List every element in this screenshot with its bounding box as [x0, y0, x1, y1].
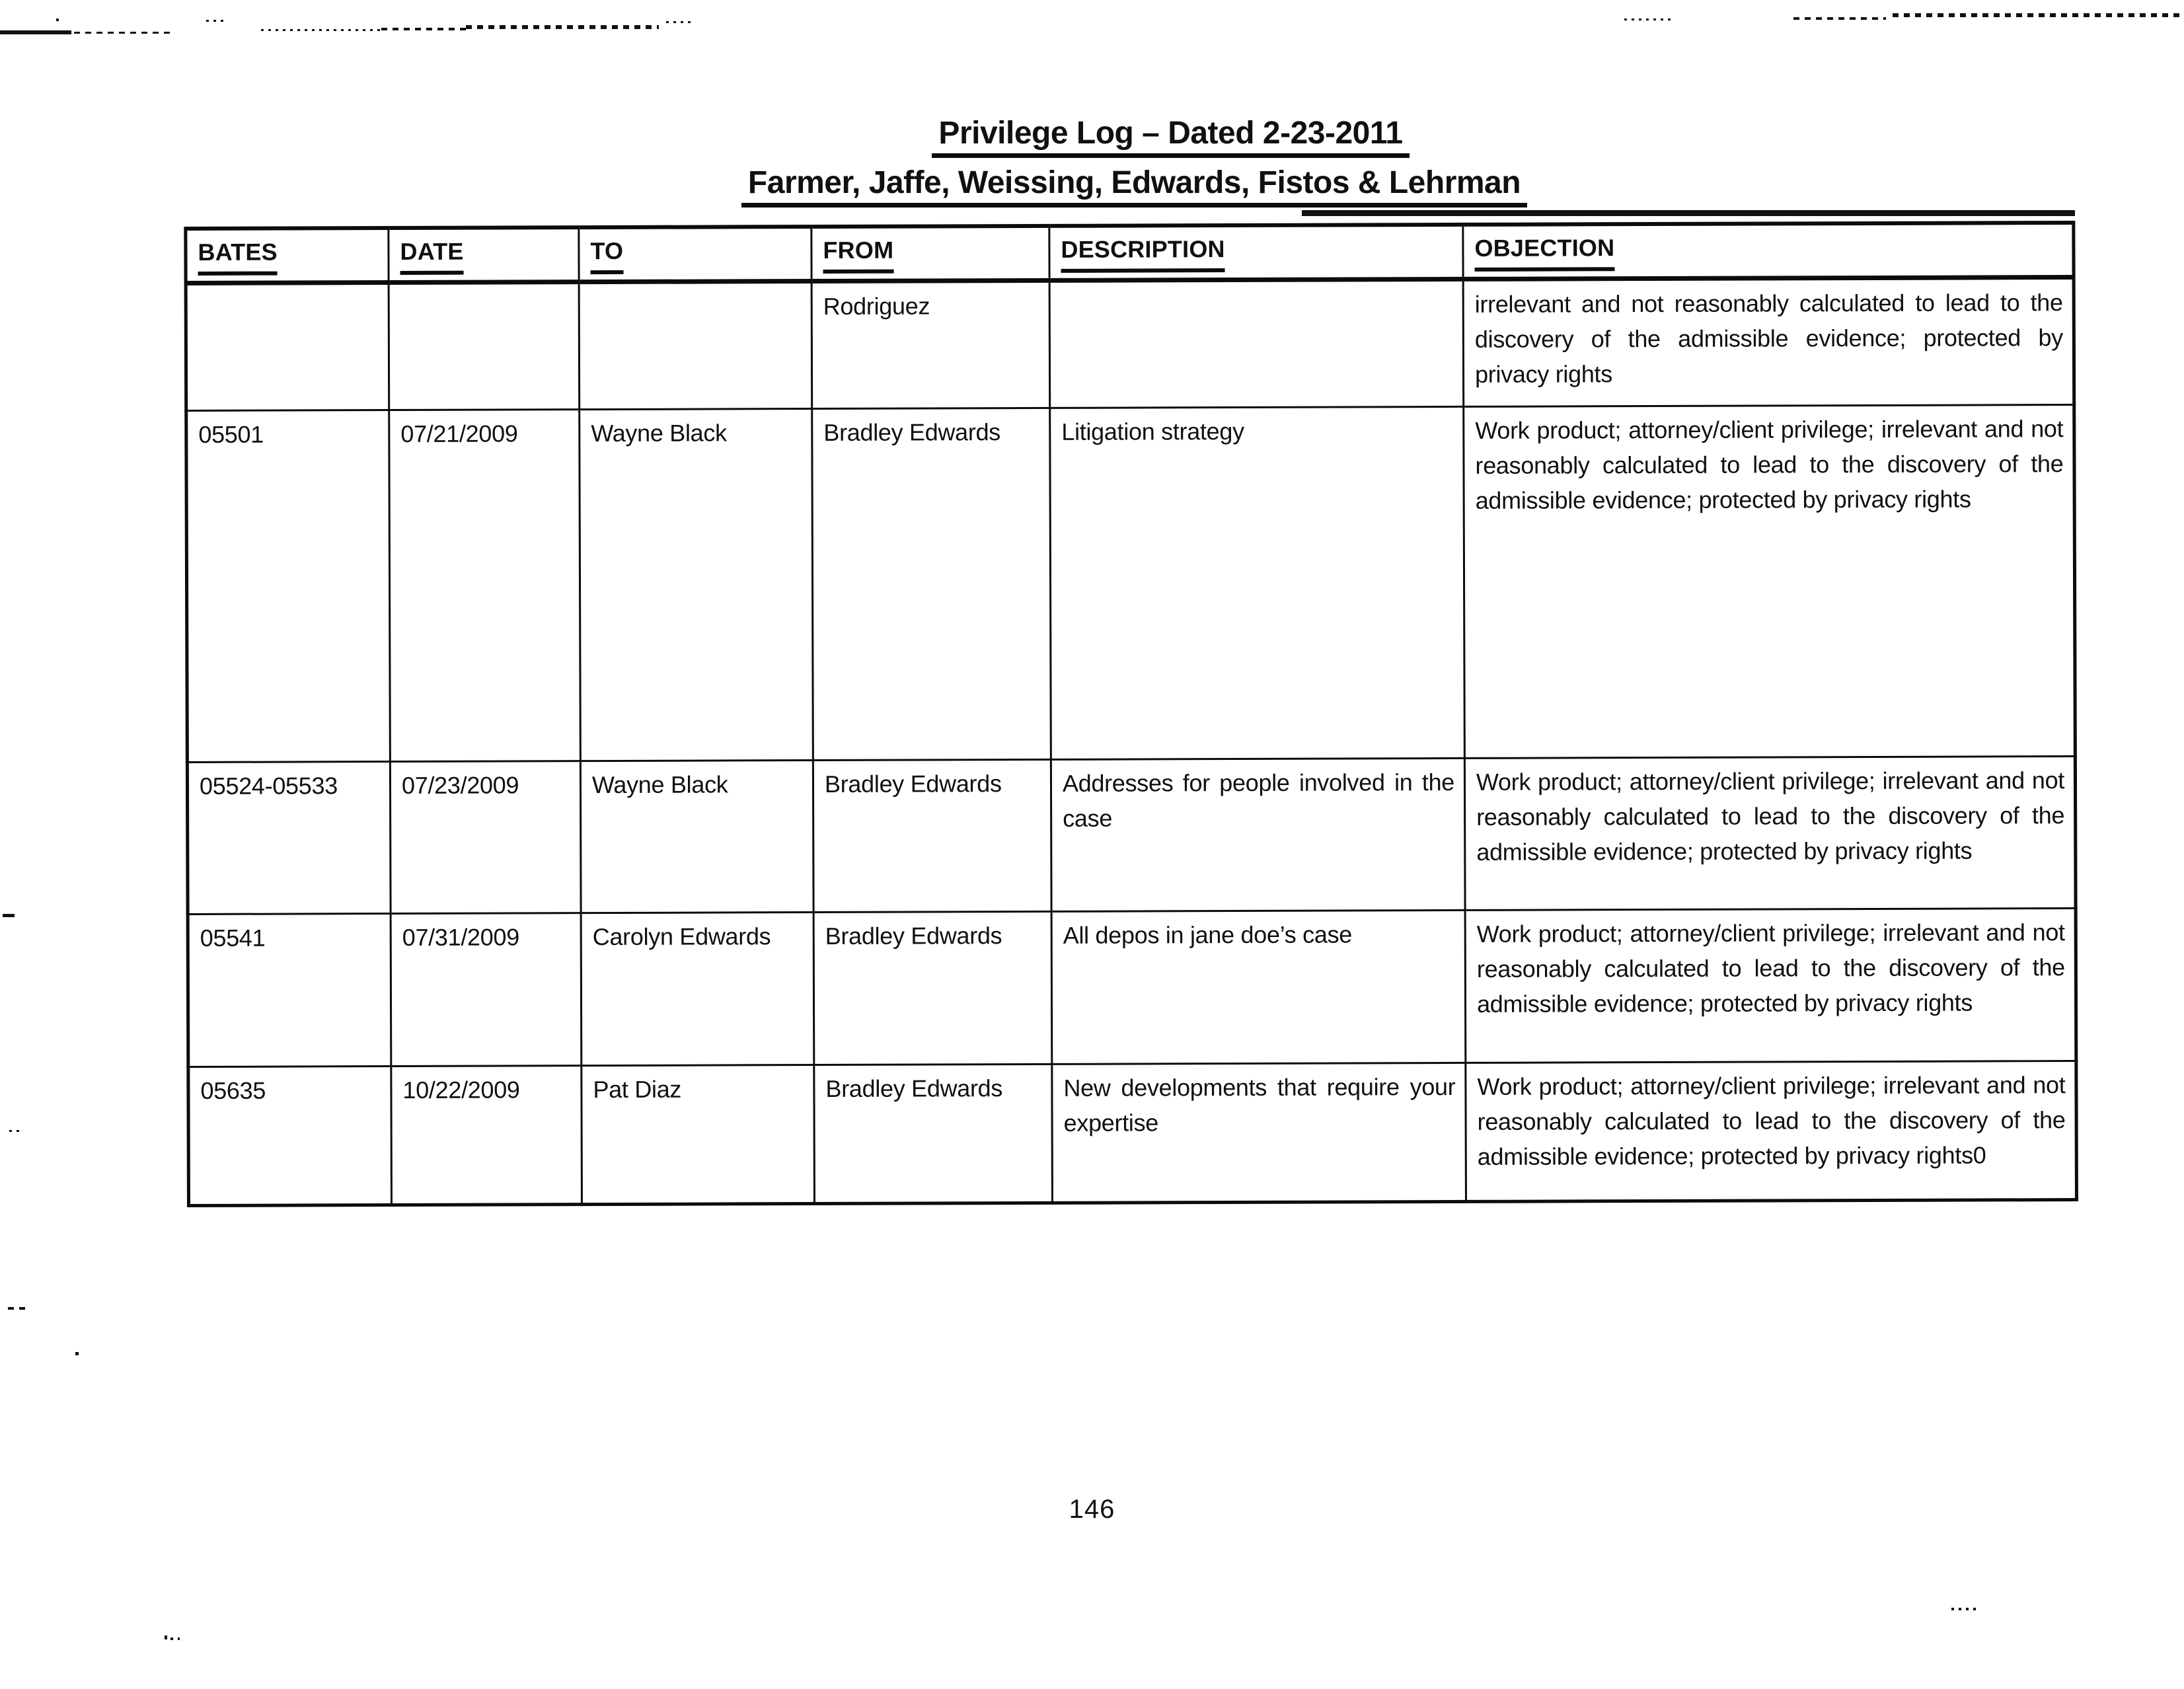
cell-description: All depos in jane doe’s case — [1051, 910, 1466, 1064]
cell-from: Bradley Edwards — [813, 911, 1052, 1065]
table-row — [188, 909, 2076, 1067]
cell-description — [1049, 279, 1464, 408]
cell-from: Bradley Edwards — [813, 759, 1051, 912]
scan-artifact — [3, 914, 15, 917]
cell-date: 07/21/2009 — [389, 410, 581, 762]
cell-objection: Work product; attorney/client privilege; irrelevant and not reasonably calculated to lead to the discovery of the admissible evidence; protected by privacy rights — [1465, 909, 2076, 1063]
cell-objection: Work product; attorney/client privilege; irrelevant and not reasonably calculated to lead to the discovery of the admissible evidence; protected by privacy rights — [1464, 757, 2076, 911]
cell-from: Bradley Edwards — [812, 408, 1051, 760]
column-header-label: TO — [590, 233, 623, 274]
scan-artifact — [8, 1307, 25, 1310]
document-title-text: Privilege Log – Dated 2-23-2011 — [932, 118, 1409, 158]
table-header-row — [186, 223, 2074, 283]
cell-from: Bradley Edwards — [814, 1064, 1053, 1203]
scan-artifact — [75, 1352, 79, 1355]
scan-artifact — [74, 32, 174, 34]
column-header-bates — [186, 228, 389, 283]
cell-date: 10/22/2009 — [391, 1066, 582, 1205]
table-body — [186, 278, 2076, 1206]
cell-date — [389, 282, 580, 410]
scan-artifact — [9, 1130, 21, 1132]
document-subtitle — [194, 167, 2075, 207]
privilege-log-table — [184, 221, 2078, 1207]
cell-to: Carolyn Edwards — [581, 913, 814, 1066]
scan-artifact — [165, 1635, 167, 1639]
cell-objection: Work product; attorney/client privilege; irrelevant and not reasonably calculated to lead to the discovery of the admissible evidence; protected by privacy rights — [1464, 405, 2076, 759]
scan-artifact — [1793, 17, 1886, 20]
cell-bates: 05635 — [188, 1067, 392, 1206]
scan-artifact — [381, 28, 466, 30]
scan-artifact — [466, 25, 659, 29]
table-row — [188, 1061, 2077, 1206]
column-header-description — [1049, 225, 1463, 280]
column-header-label: FROM — [823, 233, 893, 274]
cell-bates — [186, 283, 389, 411]
column-header-label: DATE — [400, 234, 463, 275]
table-row — [187, 757, 2076, 915]
page-number: 146 — [1069, 1495, 1115, 1524]
scan-artifact — [1302, 210, 2075, 216]
scan-artifact — [1624, 19, 1672, 20]
document-header — [187, 118, 2075, 207]
column-header-to — [579, 227, 811, 282]
column-header-date — [389, 227, 579, 282]
cell-date: 07/23/2009 — [390, 761, 581, 914]
cell-description: New developments that require your expertise — [1052, 1063, 1466, 1203]
cell-to — [579, 282, 812, 410]
cell-bates: 05501 — [186, 410, 391, 763]
scan-artifact — [261, 29, 381, 31]
cell-to: Wayne Black — [580, 761, 813, 913]
cell-description: Litigation strategy — [1050, 406, 1465, 759]
column-header-label: DESCRIPTION — [1061, 231, 1224, 273]
scan-artifact — [1951, 1608, 1979, 1610]
scan-artifact — [0, 30, 71, 34]
column-header-from — [811, 226, 1049, 282]
cell-to: Pat Diaz — [582, 1065, 815, 1205]
scan-artifact — [666, 21, 695, 23]
table-row — [186, 405, 2076, 763]
table-row — [186, 278, 2074, 411]
cell-to: Wayne Black — [580, 409, 813, 761]
scan-artifact — [170, 1637, 180, 1640]
column-header-label: BATES — [198, 235, 278, 276]
scan-artifact — [1893, 13, 2184, 17]
column-header-objection — [1463, 223, 2074, 279]
cell-objection: irrelevant and not reasonably calculated to lead to the discovery of the admissible evidence; protected by privacy rights — [1463, 278, 2074, 407]
cell-bates: 05524-05533 — [187, 762, 391, 915]
cell-date: 07/31/2009 — [391, 913, 582, 1067]
document-subtitle-text: Farmer, Jaffe, Weissing, Edwards, Fistos & Lehrman — [741, 167, 1527, 207]
scan-artifact — [56, 19, 60, 21]
document-title — [266, 118, 2075, 158]
table-header — [186, 223, 2074, 283]
cell-from: Rodriguez — [811, 280, 1050, 408]
column-header-label: OBJECTION — [1474, 230, 1614, 272]
cell-objection: Work product; attorney/client privilege; irrelevant and not reasonably calculated to lead to the discovery of the admissible evidence; protected by privacy rights0 — [1466, 1061, 2077, 1202]
cell-description: Addresses for people involved in the case — [1051, 758, 1465, 911]
scan-artifact — [206, 20, 223, 22]
cell-bates: 05541 — [188, 914, 391, 1067]
